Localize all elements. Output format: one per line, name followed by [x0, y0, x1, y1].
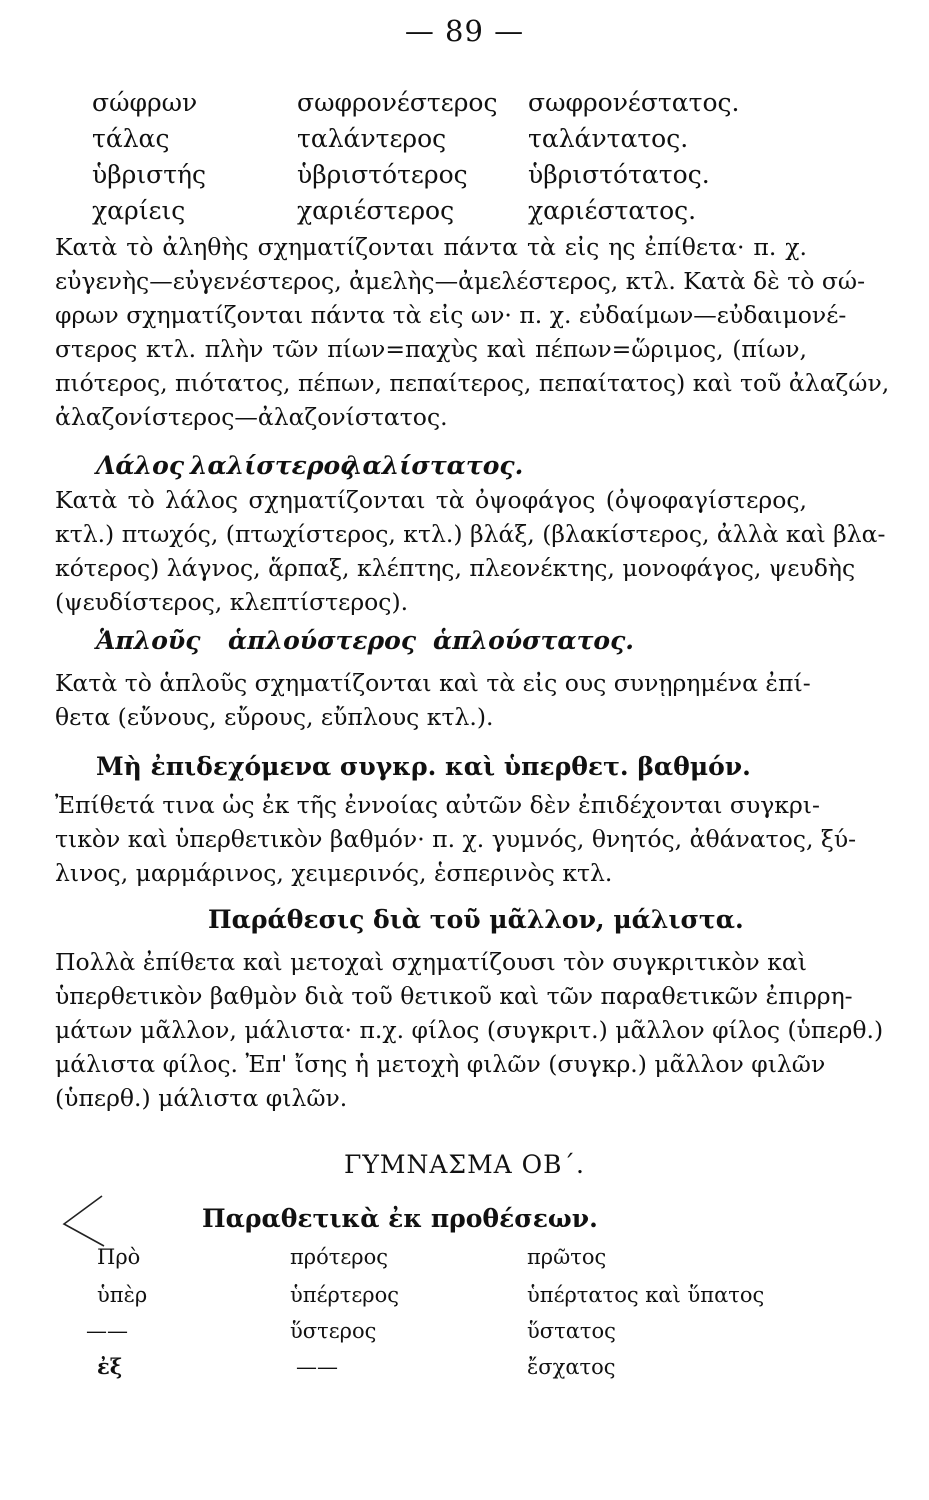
section-heading: Παραθετικὰ ἐκ προθέσεων. [202, 1204, 598, 1233]
text-line: πιότερος, πιότατος, πέπων, πεπαίτερος, πεπαίτατος) καὶ τοῦ ἀλαζών, [55, 369, 890, 397]
table-cell: ταλάντερος [297, 124, 447, 153]
table-cell: ὑβριστής [92, 160, 207, 189]
text-line: μάτων μᾶλλον, μάλιστα· π.χ. φίλος (συγκριτ.) μᾶλλον φίλος (ὑπερθ.) [55, 1016, 884, 1044]
table-cell: ὑπέρτατος καὶ ὕπατος [527, 1283, 765, 1307]
text-line: ὑπερθετικὸν βαθμὸν διὰ τοῦ θετικοῦ καὶ τῶν παραθετικῶν ἐπιρρη- [55, 982, 853, 1010]
table-cell: χαριέστατος. [528, 196, 697, 225]
text-line: λινος, μαρμάρινος, χειμερινός, ἑσπερινὸς κτλ. [55, 859, 613, 887]
table-cell: χαριέστερος [297, 196, 455, 225]
text-line: στερος κτλ. πλὴν τῶν πίων=παχὺς καὶ πέπων=ὥριμος, (πίων, [55, 335, 807, 363]
section-heading: Μὴ ἐπιδεχόμενα συγκρ. καὶ ὑπερθετ. βαθμόν. [96, 752, 751, 781]
table-cell: Πρὸ [97, 1245, 141, 1269]
paragraph-5 [55, 945, 884, 1115]
table-cell: ὕστατος [527, 1319, 616, 1343]
table-cell: ἐξ [97, 1354, 123, 1379]
text-line: θετα (εὔνους, εὔρους, εὔπλους κτλ.). [55, 703, 494, 731]
paragraph-4 [55, 788, 857, 890]
table-cell: πρότερος [290, 1245, 389, 1269]
example-word: λαλίστερος [190, 451, 356, 480]
table-cell: ὑβριστότατος. [528, 160, 710, 189]
table-cell: χαρίεις [92, 196, 186, 225]
text-line: (ὑπερθ.) μάλιστα φιλῶν. [55, 1084, 348, 1112]
paragraph-2 [55, 483, 886, 619]
table-cell: πρῶτος [527, 1245, 607, 1269]
table-cell: ὑπέρτερος [290, 1283, 400, 1307]
example-word: ἁπλούστατος. [433, 626, 635, 655]
table-cell: σωφρονέστερος [297, 88, 498, 117]
table-cell: ἔσχατος [527, 1355, 616, 1379]
exercise-title: ΓΥΜΝΑΣΜΑ ΟΒ΄. [344, 1150, 585, 1179]
text-line: κότερος) λάγνος, ἅρπαξ, κλέπτης, πλεονέκτης, μονοφάγος, ψευδὴς [55, 554, 856, 582]
page-number: — 89 — [404, 14, 525, 48]
text-line: φρων σχηματίζονται πάντα τὰ εἰς ων· π. χ. εὐδαίμων—εὐδαιμονέ- [55, 301, 847, 329]
table-cell: τάλας [92, 124, 170, 153]
text-line: τικὸν καὶ ὑπερθετικὸν βαθμόν· π. χ. γυμνός, θνητός, ἀθάνατος, ξύ- [55, 825, 857, 853]
paragraph-3 [55, 666, 811, 734]
text-line: Κατὰ τὸ ἁπλοῦς σχηματίζονται καὶ τὰ εἰς ους συνῃρημένα ἐπί- [55, 669, 811, 697]
text-line: (ψευδίστερος, κλεπτίστερος). [55, 588, 409, 616]
table-cell: σωφρονέστατος. [528, 88, 740, 117]
text-line: Πολλὰ ἐπίθετα καὶ μετοχαὶ σχηματίζουσι τὸν συγκριτικὸν καὶ [55, 948, 807, 976]
text-line: μάλιστα φίλος. Ἐπ' ἴσης ἡ μετοχὴ φιλῶν (συγκρ.) μᾶλλον φιλῶν [55, 1050, 826, 1078]
table-cell: σώφρων [92, 88, 198, 117]
table-cell: ταλάντατος. [528, 124, 689, 153]
text-line: ἀλαζονίστερος—ἀλαζονίστατος. [55, 403, 448, 431]
example-word: Λάλος [96, 451, 185, 480]
text-line: εὐγενὴς—εὐγενέστερος, ἀμελὴς—ἀμελέστερος, κτλ. Κατὰ δὲ τὸ σώ- [55, 267, 866, 295]
text-line: Κατὰ τὸ ἀληθὴς σχηματίζονται πάντα τὰ εἰς ης ἐπίθετα· π. χ. [55, 233, 807, 261]
table-cell: —— [86, 1319, 128, 1343]
section-heading: Παράθεσις διὰ τοῦ μᾶλλον, μάλιστα. [208, 905, 744, 934]
example-word: λαλίστατος. [345, 451, 524, 480]
text-line: Κατὰ τὸ λάλος σχηματίζονται τὰ ὀψοφάγος (ὀψοφαγίστερος, [55, 486, 807, 514]
paragraph-1 [55, 230, 890, 434]
table-cell: ὑπὲρ [97, 1283, 148, 1307]
example-word: ἁπλούστερος [228, 626, 417, 655]
text-line: κτλ.) πτωχός, (πτωχίστερος, κτλ.) βλάξ, (βλακίστερος, ἀλλὰ καὶ βλα- [55, 520, 886, 548]
text-line: Ἐπίθετά τινα ὡς ἐκ τῆς ἐννοίας αὐτῶν δὲν ἐπιδέχονται συγκρι- [55, 791, 820, 819]
table-cell: —— [296, 1355, 338, 1379]
table-cell: ὑβριστότερος [297, 160, 468, 189]
table-cell: ὕστερος [290, 1319, 377, 1343]
example-word: Ἁπλοῦς [96, 626, 201, 655]
